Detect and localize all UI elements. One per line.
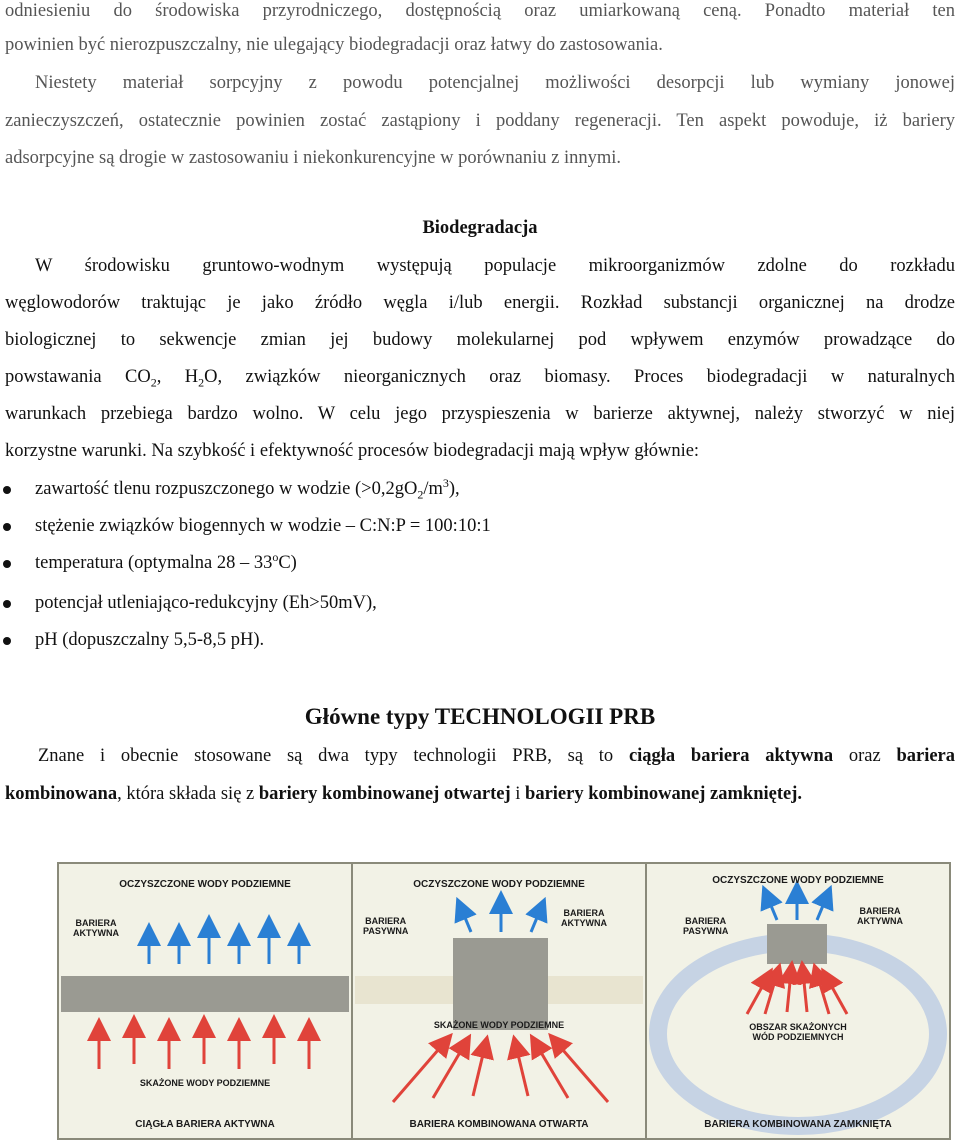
- label-line: AKTYWNA: [73, 928, 119, 938]
- text-span: /m: [423, 479, 443, 499]
- text-span: i: [510, 784, 526, 804]
- text-span: oraz: [833, 746, 897, 766]
- section-heading: Główne typy TECHNOLOGII PRB: [304, 704, 656, 729]
- list-item-text: [35, 549, 297, 574]
- active-barrier: [767, 924, 827, 964]
- bold-term: kombinowana: [5, 784, 118, 804]
- subscript: 2: [150, 375, 157, 390]
- panel-open-combined-barrier: [351, 862, 647, 1140]
- active-barrier-label: [561, 908, 607, 928]
- paragraph-line: W środowisku gruntowo-wodnym występują populacje mikroorganizmów zdolne do rozkładu: [35, 256, 955, 276]
- text-span: zawartość tlenu rozpuszczonego w wodzie (>0,2gO: [35, 479, 418, 499]
- label-line: BARIERA: [859, 906, 901, 916]
- label-line: AKTYWNA: [857, 916, 903, 926]
- list-item-text: pH (dopuszczalny 5,5-8,5 pH).: [35, 630, 265, 650]
- bold-term: bariera: [896, 746, 955, 766]
- label-line: WÓD PODZIEMNYCH: [752, 1032, 844, 1042]
- list-item-text: [35, 475, 460, 502]
- panel-top-label: OCZYSZCZONE WODY PODZIEMNE: [712, 875, 884, 886]
- bullet-icon: [3, 600, 11, 608]
- bold-term: ciągła bariera aktywna: [628, 746, 834, 766]
- paragraph-line: węglowodorów traktując je jako źródło węgla i/lub energii. Rozkład substancji organicznej na drodze: [5, 293, 955, 313]
- paragraph-line: korzystne warunki. Na szybkość i efektywność procesów biodegradacji mają wpływ głównie:: [5, 441, 700, 461]
- panel-bottom-label: SKAŻONE WODY PODZIEMNE: [433, 1020, 565, 1030]
- bullet-icon: [3, 523, 11, 531]
- superscript: o: [272, 549, 279, 564]
- paragraph-line: biologicznej to sekwencje zmian jej budowy molekularnej pod wpływem enzymów prowadzące do: [5, 330, 955, 350]
- paragraph-line: [38, 745, 955, 767]
- list-item-text: stężenie związków biogennych w wodzie – C:N:P = 100:10:1: [35, 516, 491, 536]
- bold-term: bariery kombinowanej otwartej: [258, 784, 511, 804]
- paragraph-line: warunkach przebiega bardzo wolno. W celu jego przyspieszenia w barierze aktywnej, należy stworzyć w niej: [5, 404, 955, 424]
- label-line: OBSZAR SKAŻONYCH: [749, 1022, 847, 1032]
- text-span: O, związków nieorganicznych oraz biomasy. Proces biodegradacji w naturalnych: [204, 367, 955, 387]
- panel-continuous-barrier: [57, 862, 353, 1140]
- paragraph-line: Niestety materiał sorpcyjny z powodu potencjalnej możliwości desorpcji lub wymiany jonowej: [35, 73, 955, 93]
- panel-caption: BARIERA KOMBINOWANA OTWARTA: [409, 1119, 589, 1130]
- contaminated-water-arrows: [747, 972, 847, 1014]
- arrows-layer: [59, 864, 351, 1138]
- contaminated-area-label: [647, 1022, 949, 1042]
- passive-barrier-label: [363, 916, 408, 936]
- active-barrier: [61, 976, 349, 1012]
- panel-closed-combined-barrier: [645, 862, 951, 1140]
- arrows-layer: [647, 864, 949, 1138]
- clean-water-arrows: [767, 892, 827, 920]
- active-barrier-label: [857, 906, 903, 926]
- paragraph-line: adsorpcyjne są drogie w zastosowaniu i niekonkurencyjne w porównaniu z innymi.: [5, 148, 622, 168]
- panel-top-label: OCZYSZCZONE WODY PODZIEMNE: [119, 879, 291, 890]
- clean-water-arrows: [149, 926, 299, 964]
- bullet-icon: [3, 560, 11, 568]
- paragraph-line: [5, 783, 955, 805]
- paragraph-line: zanieczyszczeń, ostatecznie powinien zostać zastąpiony i poddany regeneracji. Ten aspekt powoduje, iż bariery: [5, 111, 955, 131]
- paragraph-line: powinien być nierozpuszczalny, nie ulegający biodegradacji oraz łatwy do zastosowania.: [5, 35, 663, 55]
- panel-bottom-label: SKAŻONE WODY PODZIEMNE: [139, 1078, 271, 1088]
- label-line: PASYWNA: [683, 926, 729, 936]
- bullet-icon: [3, 637, 11, 645]
- subscript: 2: [198, 375, 205, 390]
- text-span: powstawania CO: [5, 367, 151, 387]
- panel-top-label: OCZYSZCZONE WODY PODZIEMNE: [413, 879, 585, 890]
- passive-barrier-label: [683, 916, 728, 936]
- paragraph-line: [5, 366, 955, 388]
- active-barrier: [453, 938, 548, 1030]
- text-span: Znane i obecnie stosowane są dwa typy technologii PRB, są to: [38, 746, 629, 766]
- text-span: , H: [156, 367, 199, 387]
- label-line: BARIERA: [563, 908, 605, 918]
- superscript: 3: [442, 475, 449, 490]
- arrows-layer: [353, 864, 645, 1138]
- label-line: PASYWNA: [363, 926, 409, 936]
- subscript: 2: [417, 487, 424, 502]
- text-span: , która składa się z: [117, 784, 259, 804]
- contaminated-water-arrows: [99, 1026, 309, 1069]
- text-span: temperatura (optymalna 28 – 33: [35, 553, 273, 573]
- clean-water-arrows: [461, 902, 541, 932]
- text-span: ),: [448, 479, 460, 499]
- contaminated-water-arrows: [393, 1042, 608, 1102]
- label-line: BARIERA: [75, 918, 117, 928]
- panel-caption: CIĄGŁA BARIERA AKTYWNA: [135, 1119, 275, 1130]
- bold-term: bariery kombinowanej zamkniętej.: [525, 784, 802, 804]
- bullet-icon: [3, 486, 11, 494]
- label-line: AKTYWNA: [561, 918, 607, 928]
- panel-caption: BARIERA KOMBINOWANA ZAMKNIĘTA: [704, 1119, 892, 1130]
- section-heading: Biodegradacja: [422, 218, 538, 238]
- label-line: BARIERA: [365, 916, 407, 926]
- label-line: BARIERA: [685, 916, 727, 926]
- prb-figure: [57, 862, 951, 1140]
- paragraph-line: odniesieniu do środowiska przyrodniczego, dostępnością oraz umiarkowaną ceną. Ponadto materiał ten: [5, 1, 955, 21]
- list-item-text: potencjał utleniająco-redukcyjny (Eh>50mV),: [35, 593, 377, 613]
- text-span: C): [278, 553, 297, 573]
